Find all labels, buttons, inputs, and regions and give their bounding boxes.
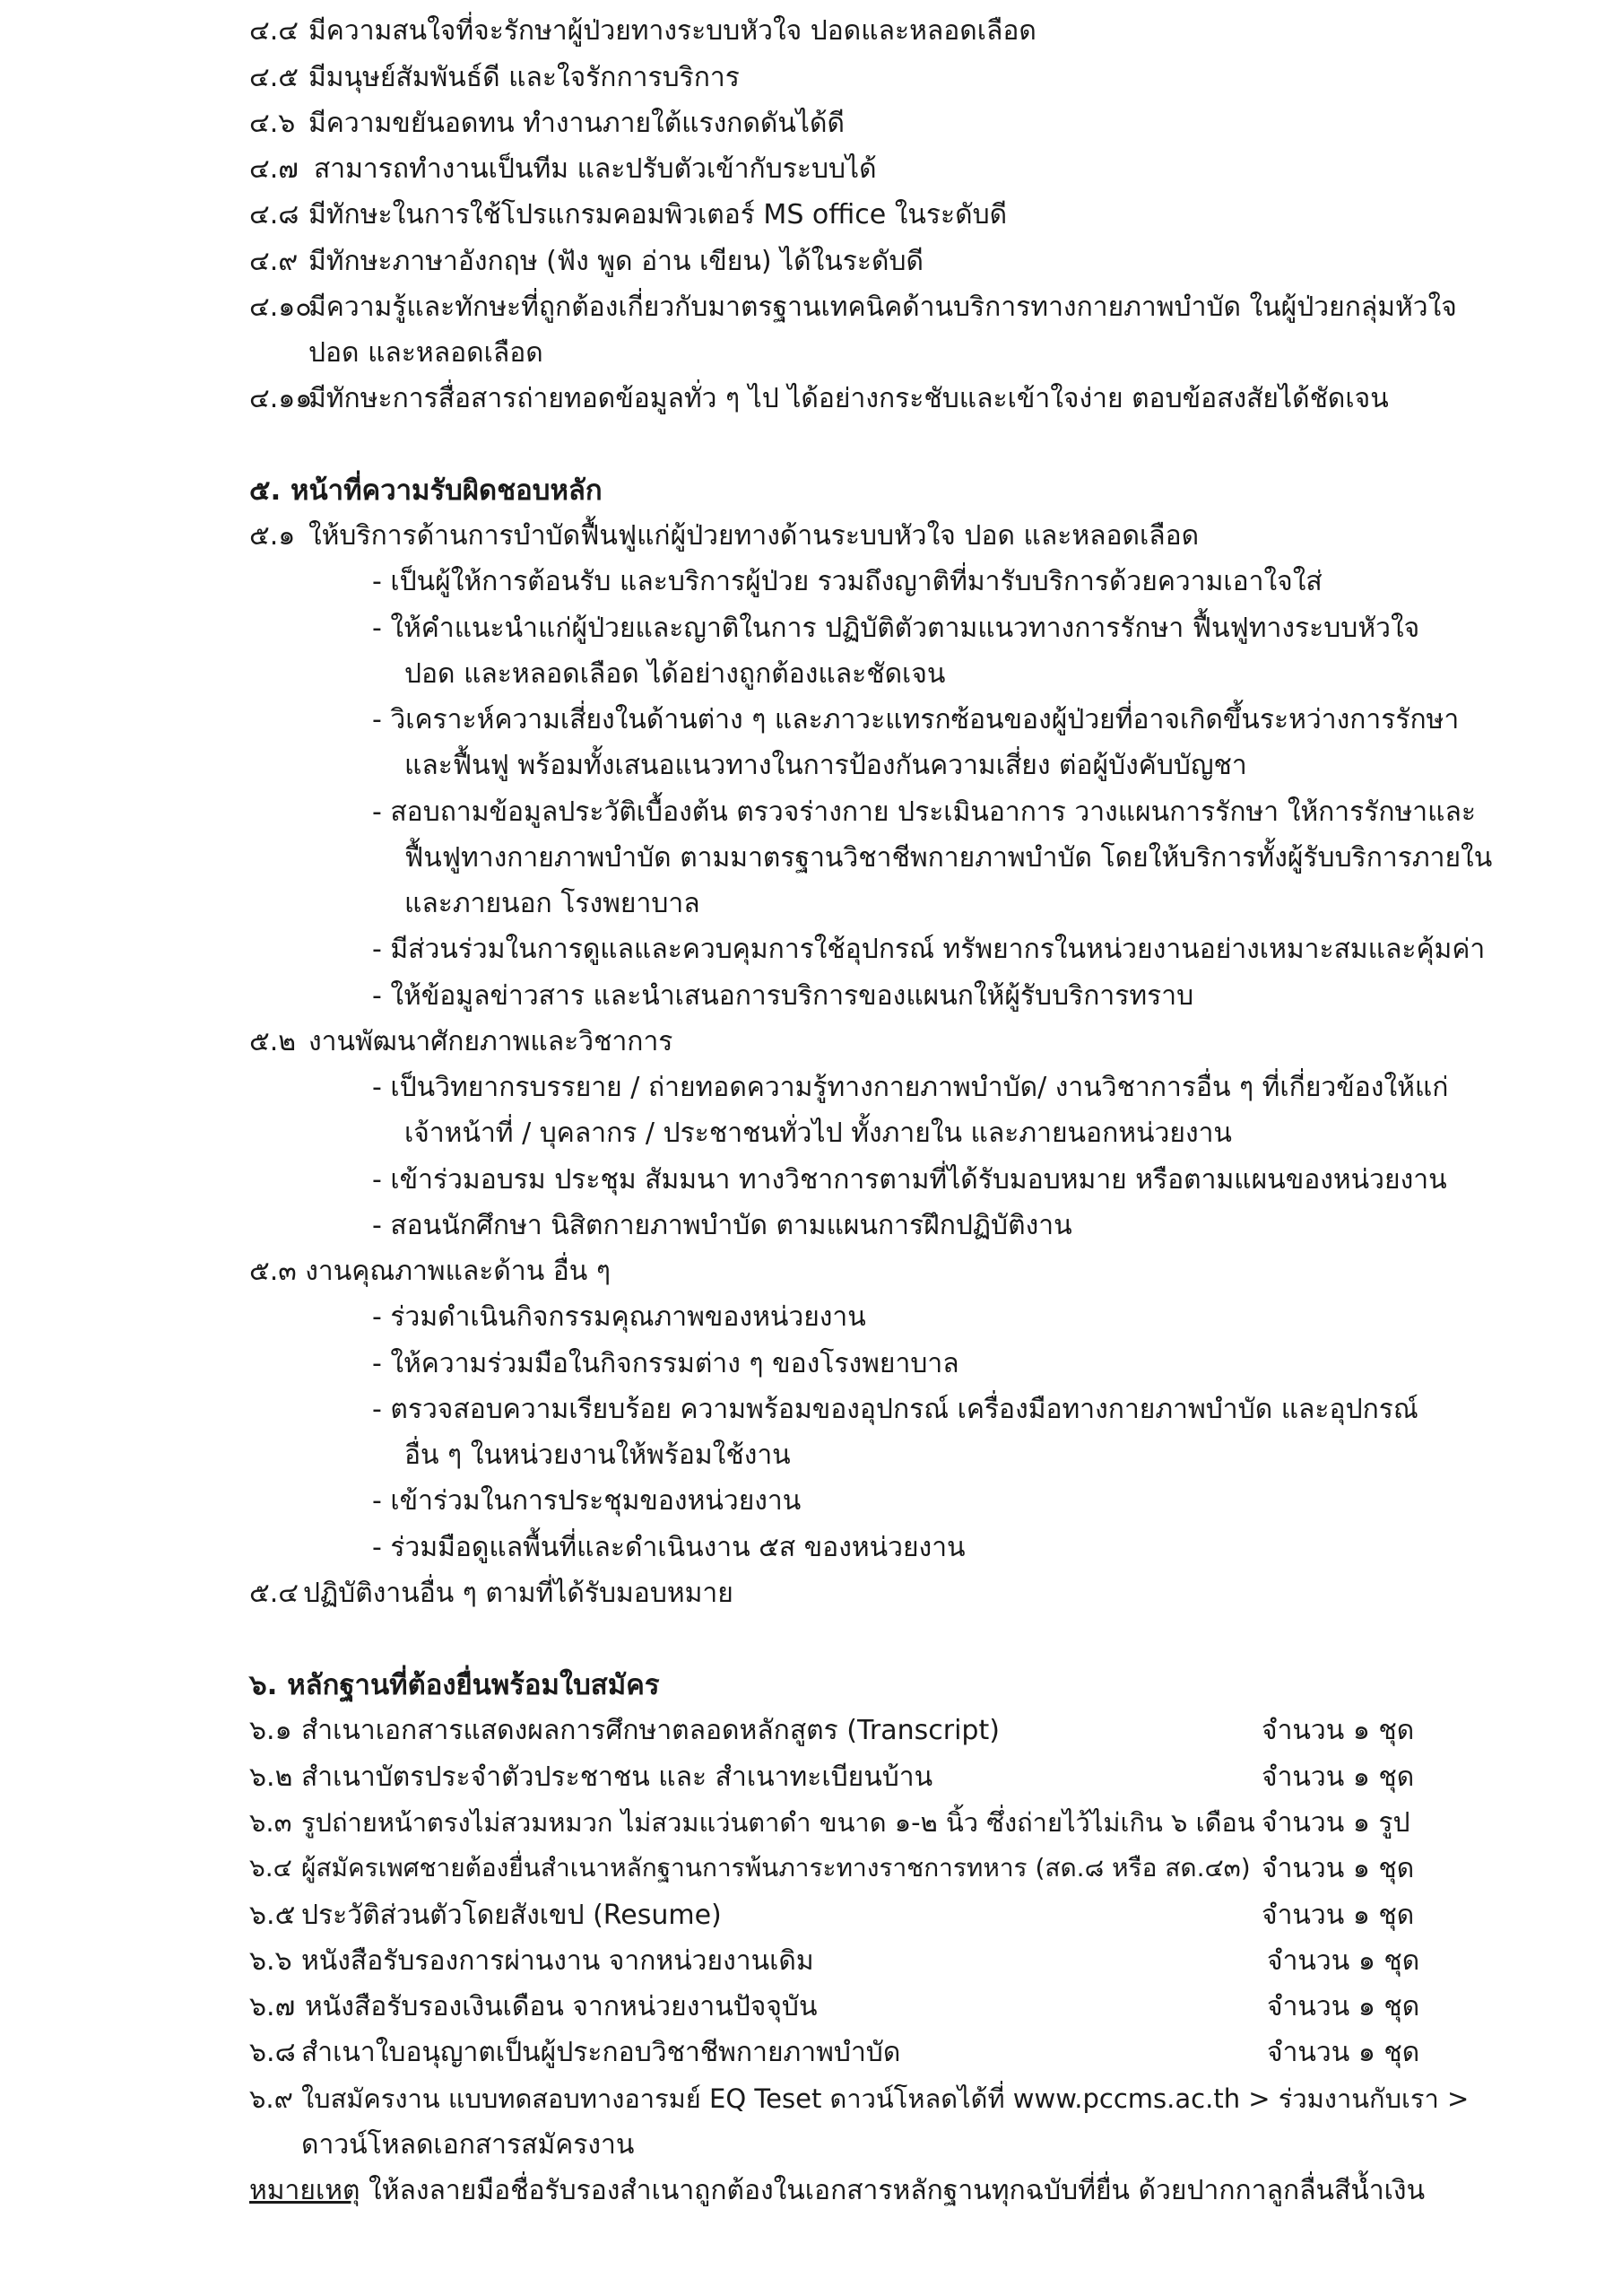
item-text: มีทักษะการสื่อสารถ่ายทอดข้อมูลทั่ว ๆ ไป ได้อย่างกระชับและเข้าใจง่าย ตอบข้อสงสัยได้ชัดเจน [308, 383, 1389, 414]
list-item-6-1 [249, 1715, 1000, 1746]
bullet-item: - ร่วมดำเนินกิจกรรมคุณภาพของหน่วยงาน [372, 1301, 866, 1333]
quantity-label: จำนวน ๑ รูป [1262, 1807, 1410, 1839]
bullet-item-cont: และฟื้นฟู พร้อมทั้งเสนอแนวทางในการป้องกันความเสี่ยง ต่อผู้บังคับบัญชา [404, 750, 1247, 781]
note-label: หมายเหตุ [249, 2175, 360, 2206]
item-text: มีความรู้และทักษะที่ถูกต้องเกี่ยวกับมาตรฐานเทคนิคด้านบริการทางกายภาพบำบัด ในผู้ป่วยกลุ่มหัวใจ [308, 291, 1457, 323]
item-text: หนังสือรับรองการผ่านงาน จากหน่วยงานเดิม [301, 1945, 814, 1977]
bullet-item: - ร่วมมือดูแลพื้นที่และดำเนินงาน ๕ส ของหน่วยงาน [372, 1532, 966, 1563]
list-item-4-9 [249, 248, 924, 275]
list-item-4-6 [249, 110, 845, 137]
list-item-4-8 [249, 199, 1008, 230]
bullet-item-cont: ปอด และหลอดเลือด ได้อย่างถูกต้องและชัดเจน [404, 658, 946, 690]
quantity-label: จำนวน ๑ ชุด [1262, 1761, 1415, 1793]
item-number: ๖.๕ [249, 1900, 296, 1931]
quantity-label: จำนวน ๑ ชุด [1267, 2037, 1420, 2068]
bullet-item: - เป็นวิทยากรบรรยาย / ถ่ายทอดความรู้ทางกายภาพบำบัด/ งานวิชาการอื่น ๆ ที่เกี่ยวข้องให้แก่ [372, 1072, 1449, 1103]
bullet-item: - ตรวจสอบความเรียบร้อย ความพร้อมของอุปกรณ์ เครื่องมือทางกายภาพบำบัด และอุปกรณ์ [372, 1394, 1418, 1425]
item-text: มีทักษะในการใช้โปรแกรมคอมพิวเตอร์ MS office ในระดับดี [308, 199, 1008, 230]
item-number: ๔.๕ [249, 62, 299, 93]
bullet-item: - วิเคราะห์ความเสี่ยงในด้านต่าง ๆ และภาวะแทรกซ้อนของผู้ป่วยที่อาจเกิดขึ้นระหว่างการรักษา [372, 704, 1460, 735]
list-item-6-9 [249, 2083, 1470, 2114]
item-number: ๖.๔ [249, 1853, 292, 1883]
list-item-6-2 [249, 1761, 933, 1793]
quantity-label: จำนวน ๑ ชุด [1262, 1853, 1415, 1884]
quantity-label: จำนวน ๑ ชุด [1262, 1715, 1415, 1746]
bullet-item: - สอบถามข้อมูลประวัติเบื้องต้น ตรวจร่างกาย ประเมินอาการ วางแผนการรักษา ให้การรักษาและ [372, 796, 1476, 828]
bullet-item: - เป็นผู้ให้การต้อนรับ และบริการผู้ป่วย รวมถึงญาติที่มารับบริการด้วยความเอาใจใส่ [372, 566, 1323, 597]
list-item-6-7 [249, 1991, 818, 2022]
item-text: ให้บริการด้านการบำบัดฟื้นฟูแก่ผู้ป่วยทางด้านระบบหัวใจ ปอด และหลอดเลือด [308, 520, 1200, 552]
item-text: ใบสมัครงาน แบบทดสอบทางอารมย์ EQ Teset ดาวน์โหลดได้ที่ www.pccms.ac.th > ร่วมงานกับเรา > [301, 2083, 1470, 2114]
list-item-4-4 [249, 15, 1037, 47]
item-text: สำเนาบัตรประจำตัวประชาชน และ สำเนาทะเบียนบ้าน [301, 1761, 933, 1793]
bullet-item-cont: ฟื้นฟูทางกายภาพบำบัด ตามมาตรฐานวิชาชีพกายภาพบำบัด โดยให้บริการทั้งผู้รับบริการภายใน [404, 842, 1493, 874]
item-text: รูปถ่ายหน้าตรงไม่สวมหมวก ไม่สวมแว่นตาดำ ขนาด ๑-๒ นิ้ว ซึ่งถ่ายไว้ไม่เกิน ๖ เดือน [301, 1807, 1255, 1838]
section-5-heading: ๕. หน้าที่ความรับผิดชอบหลัก [249, 474, 603, 507]
bullet-item: - ให้คำแนะนำแก่ผู้ป่วยและญาติในการ ปฏิบัติตัวตามแนวทางการรักษา ฟื้นฟูทางระบบหัวใจ [372, 613, 1420, 644]
item-number: ๔.๔ [249, 15, 299, 47]
list-item-5-2 [249, 1026, 673, 1057]
item-text: ประวัติส่วนตัวโดยสังเขป (Resume) [301, 1900, 722, 1931]
list-item-4-11 [249, 383, 1389, 414]
list-item-5-3: ๕.๓ งานคุณภาพและด้าน อื่น ๆ [249, 1256, 611, 1287]
item-text: ปอด และหลอดเลือด [308, 337, 543, 369]
quantity-label: จำนวน ๑ ชุด [1267, 1991, 1420, 2022]
bullet-item-cont: เจ้าหน้าที่ / บุคลากร / ประชาชนทั่วไป ทั้งภายใน และภายนอกหน่วยงาน [404, 1118, 1232, 1149]
bullet-item: - มีส่วนร่วมในการดูแลและควบคุมการใช้อุปกรณ์ ทรัพยากรในหน่วยงานอย่างเหมาะสมและคุ้มค่า [372, 934, 1486, 965]
bullet-item-cont: และภายนอก โรงพยาบาล [404, 888, 700, 919]
bullet-item: - ให้ความร่วมมือในกิจกรรมต่าง ๆ ของโรงพยาบาล [372, 1348, 959, 1379]
item-number: ๖.๓ [249, 1807, 292, 1838]
list-item-4-10 [249, 291, 1457, 323]
quantity-label: จำนวน ๑ ชุด [1262, 1900, 1415, 1931]
item-text: ปฏิบัติงานอื่น ๆ ตามที่ได้รับมอบหมาย [303, 1578, 733, 1609]
item-number: ๖.๙ [249, 2083, 293, 2114]
item-number: ๔.๑๑ [249, 383, 313, 414]
bullet-item: - สอนนักศึกษา นิสิตกายภาพบำบัด ตามแผนการฝึกปฏิบัติงาน [372, 1210, 1072, 1241]
list-item-6-3 [249, 1807, 1255, 1838]
item-text: สำเนาเอกสารแสดงผลการศึกษาตลอดหลักสูตร (Transcript) [301, 1715, 1000, 1746]
item-number: ๕.๑ [249, 520, 296, 552]
note-text: ให้ลงลายมือชื่อรับรองสำเนาถูกต้องในเอกสารหลักฐานทุกฉบับที่ยื่น ด้วยปากกาลูกลื่นสีน้ำเงิน [360, 2175, 1426, 2206]
item-text: มีความขยันอดทน ทำงานภายใต้แรงกดดันได้ดี [308, 108, 845, 139]
item-number: ๖.๒ [249, 1761, 293, 1793]
item-number: ๖.๗ [249, 1991, 296, 2022]
bullet-item: - เข้าร่วมอบรม ประชุม สัมมนา ทางวิชาการตามที่ได้รับมอบหมาย หรือตามแผนของหน่วยงาน [372, 1164, 1447, 1196]
item-text: สามารถทำงานเป็นทีม และปรับตัวเข้ากับระบบได้ [314, 153, 877, 185]
note [249, 2175, 1426, 2206]
bullet-item-cont: อื่น ๆ ในหน่วยงานให้พร้อมใช้งาน [404, 1439, 791, 1471]
item-number: ๔.๗ [249, 153, 299, 185]
bullet-item: - เข้าร่วมในการประชุมของหน่วยงาน [372, 1485, 802, 1517]
list-item-5-4 [249, 1580, 733, 1607]
item-number: ๕.๒ [249, 1026, 297, 1057]
item-number: ๔.๖ [249, 108, 296, 139]
list-item-6-8 [249, 2039, 900, 2066]
bullet-item: - ให้ข้อมูลข่าวสาร และนำเสนอการบริการของแผนกให้ผู้รับบริการทราบ [372, 980, 1194, 1012]
list-item-6-9-cont: ดาวน์โหลดเอกสารสมัครงาน [301, 2129, 635, 2161]
list-item-4-5 [249, 62, 740, 93]
item-text: มีมนุษย์สัมพันธ์ดี และใจรักการบริการ [308, 62, 740, 93]
item-text: งานพัฒนาศักยภาพและวิชาการ [308, 1026, 673, 1057]
list-item-6-6 [249, 1945, 814, 1977]
item-text: สำเนาใบอนุญาตเป็นผู้ประกอบวิชาชีพกายภาพบำบัด [301, 2037, 901, 2068]
quantity-label: จำนวน ๑ ชุด [1267, 1945, 1420, 1977]
list-item-5-1 [249, 520, 1200, 552]
item-number: ๔.๙ [249, 246, 299, 277]
item-number: ๖.๑ [249, 1715, 292, 1746]
item-number: ๔.๑๐ [249, 291, 312, 323]
item-number: ๕.๔ [249, 1578, 299, 1609]
list-item-4-7 [249, 153, 877, 185]
section-6-heading: ๖. หลักฐานที่ต้องยื่นพร้อมใบสมัคร [249, 1669, 660, 1701]
item-text: หนังสือรับรองเงินเดือน จากหน่วยงานปัจจุบัน [305, 1991, 818, 2022]
list-item-6-4 [249, 1853, 1251, 1883]
list-item-6-5 [249, 1902, 722, 1929]
item-text: ผู้สมัครเพศชายต้องยื่นสำเนาหลักฐานการพ้นภาระทางราชการทหาร (สด.๘ หรือ สด.๔๓) [301, 1853, 1251, 1883]
item-number: ๖.๖ [249, 1945, 292, 1977]
item-text: มีความสนใจที่จะรักษาผู้ป่วยทางระบบหัวใจ ปอดและหลอดเลือด [308, 15, 1037, 47]
list-item-4-10-cont [308, 337, 543, 369]
item-number: ๔.๘ [249, 199, 299, 230]
item-number: ๖.๘ [249, 2037, 296, 2068]
item-text: มีทักษะภาษาอังกฤษ (ฟัง พูด อ่าน เขียน) ได้ในระดับดี [308, 246, 924, 277]
